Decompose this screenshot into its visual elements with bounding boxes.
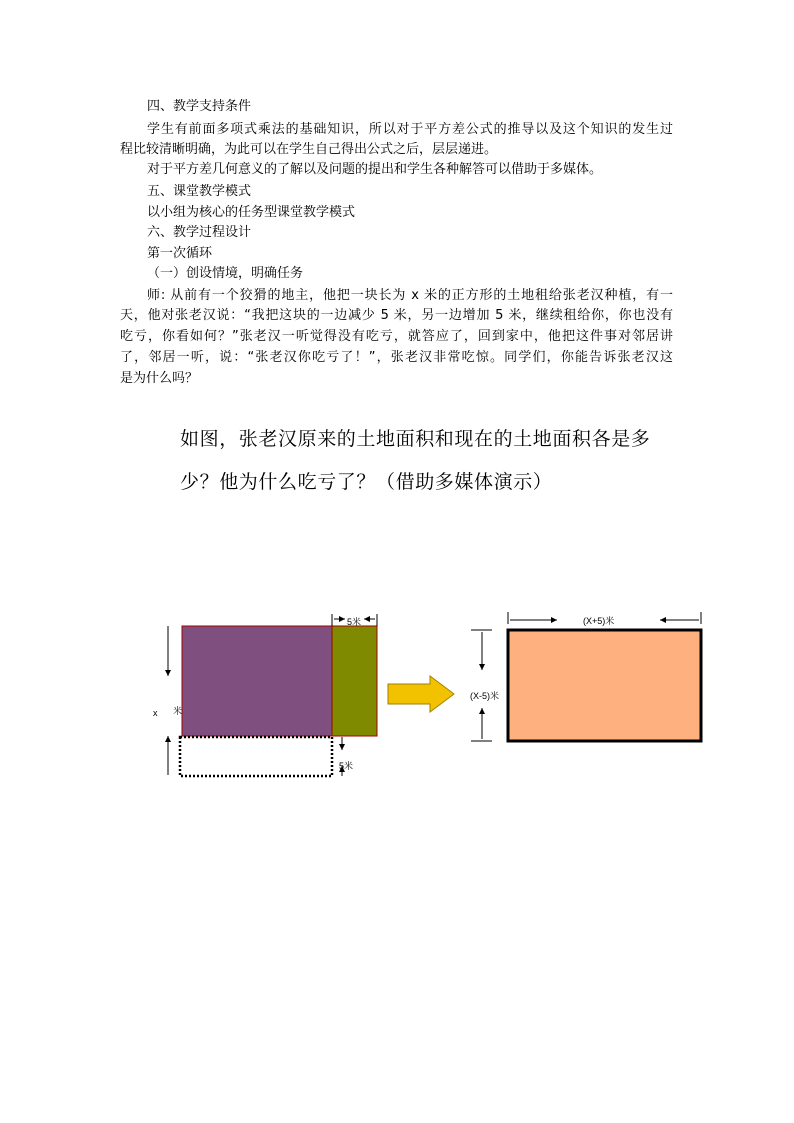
heading-process-design: 六、教学过程设计 xyxy=(147,225,252,240)
paragraph-line: 对于平方差几何意义的了解以及问题的提出和学生各种解答可以借助于多媒体。 xyxy=(147,162,603,177)
bottom-five-label: 5米 xyxy=(339,761,354,771)
heading-teaching-mode: 五、课堂教学模式 xyxy=(147,184,252,199)
paragraph-line: 学生有前面多项式乘法的基础知识，所以对于平方差公式的推导以及这个知识的发生过 xyxy=(147,122,673,137)
question-line: 少？他为什么吃亏了？（借助多媒体演示） xyxy=(180,471,553,493)
paragraph-line: 程比较清晰明确，为此可以在学生自己得出公式之后，层层递进。 xyxy=(120,142,498,157)
mi-label: 米 xyxy=(173,706,183,716)
olive-strip xyxy=(332,626,377,736)
height-label: (X-5)米 xyxy=(470,691,499,701)
question-line: 如图，张老汉原来的土地面积和现在的土地面积各是多 xyxy=(180,428,651,450)
paragraph-line: 是为什么吗？ xyxy=(120,371,199,386)
width-label: (X+5)米 xyxy=(583,616,615,626)
removed-strip-dotted xyxy=(180,737,332,776)
orange-rectangle xyxy=(508,630,701,741)
paragraph-line: 师: 从前有一个狡猾的地主，他把一块长为 x 米的正方形的土地租给张老汉种植，有一 xyxy=(147,288,673,303)
paragraph-line: 了，邻居一听，说：“张老汉你吃亏了！”，张老汉非常吃惊。同学们，你能告诉张老汉这 xyxy=(120,350,673,365)
heading-first-cycle: 第一次循环 xyxy=(147,246,213,261)
paragraph-line: 吃亏，你看如何？”张老汉一听觉得没有吃亏，就答应了，回到家中，他把这件事对邻居讲 xyxy=(120,329,673,344)
paragraph-line: 天，他对张老汉说：“我把这块的一边减少 5 米，另一边增加 5 米，继续租给你，你也没有 xyxy=(120,308,673,323)
top-five-label: 5米 xyxy=(347,617,362,627)
heading-support-conditions: 四、教学支持条件 xyxy=(147,99,252,114)
transform-arrow xyxy=(388,676,454,712)
purple-rectangle xyxy=(182,626,332,736)
x-label: x xyxy=(153,708,158,718)
paragraph-line: 以小组为核心的任务型课堂教学模式 xyxy=(147,205,356,220)
heading-create-scenario: （一）创设情境，明确任务 xyxy=(147,266,304,281)
